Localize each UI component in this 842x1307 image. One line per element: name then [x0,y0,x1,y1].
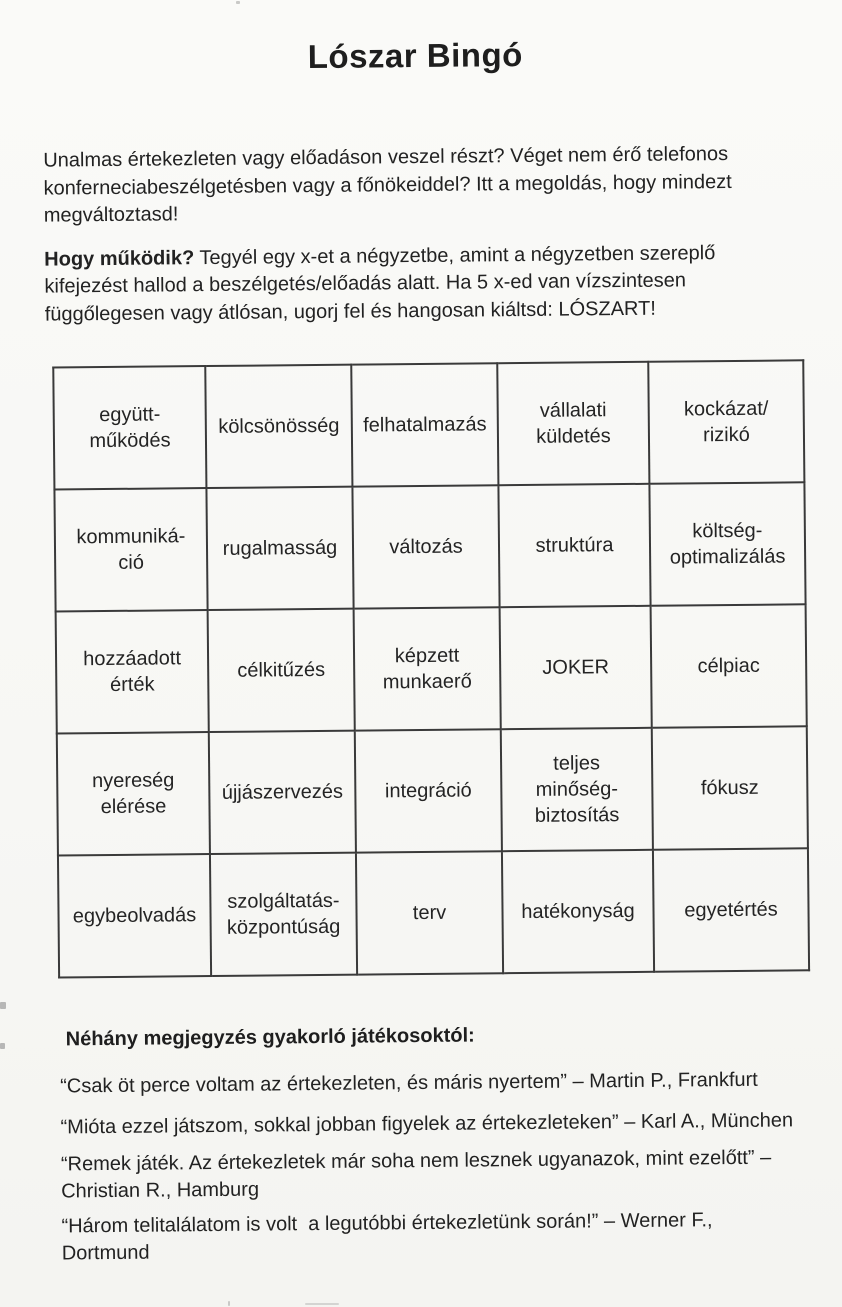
bingo-cell: újjászervezés [209,731,356,854]
bingo-cell: nyereség elérése [57,732,210,855]
page-title: Lószar Bingó [307,35,523,76]
instructions-label: Hogy működik? [44,246,195,271]
bingo-cell: felhatalmazás [351,363,498,486]
bingo-cell: együtt- működés [53,366,206,489]
bingo-cell: kockázat/ rizikó [648,360,804,483]
bingo-cell: struktúra [498,484,650,607]
scan-artifact [236,1,240,4]
scan-artifact [305,1303,339,1305]
scan-artifact [0,1043,5,1049]
instructions-paragraph [44,239,795,329]
bingo-cell: kölcsönösség [205,365,352,488]
testimonial-quote: “Három telitalálatom is volt a legutóbbi értekezletünk során!” – Werner F., Dortmund [61,1209,719,1265]
scan-artifact [0,1002,6,1009]
bingo-cell: fókusz [652,726,808,849]
bingo-cell: teljes minőség- biztosítás [501,728,653,851]
bingo-cell: vállalati küldetés [497,362,649,485]
bingo-cell: célkitűzés [208,609,355,732]
instructions-text: Tegyél egy x-et a négyzetbe, amint a négyzetben szereplő kifejezést hallod a beszélgetés/előadás alatt. Ha 5 x-ed van vízszintesen függőlegesen vagy átlósan, ugorj fel és hangosan kiáltsd: LÓSZART! [44,241,716,326]
bingo-cell: célpiac [651,604,807,727]
intro-paragraph: Unalmas értekezleten vagy előadáson veszel részt? Véget nem érő telefonos konferneciabeszélgetésben vagy a főnökeiddel? Itt a megoldás, hogy mindezt megváltoztasd! [43,143,732,227]
bingo-table [52,359,810,978]
testimonial-quote: “Remek játék. Az értekezletek már soha nem lesznek ugyanazok, mint ezelőtt” – Christian R., Hamburg [60,1146,777,1203]
testimonial-quote: “Mióta ezzel játszom, sokkal jobban figyelek az értekezleteken” – Karl A., München [60,1109,794,1139]
bingo-row [58,848,809,977]
bingo-cell: változás [352,485,499,608]
bingo-row [56,604,807,733]
bingo-cell-joker: JOKER [500,606,652,729]
bingo-row [54,482,805,611]
bingo-cell: kommuniká- ció [54,488,207,611]
bingo-cell: rugalmasság [206,487,353,610]
scan-artifact [228,1301,230,1306]
testimonial-quote: “Csak öt perce voltam az értekezleten, és máris nyertem” – Martin P., Frankfurt [60,1068,758,1098]
bingo-cell: képzett munkaerő [354,607,501,730]
bingo-cell: egyetértés [653,848,809,971]
bingo-row [53,360,804,489]
bingo-cell: integráció [355,729,502,852]
bingo-cell: terv [356,851,503,974]
bingo-row [57,726,808,855]
testimonials-heading: Néhány megjegyzés gyakorló játékosoktól: [65,1024,475,1051]
bingo-cell: szolgáltatás- központúság [210,853,357,976]
bingo-cell: hozzáadott érték [56,610,209,733]
bingo-cell: hatékonyság [502,850,654,973]
bingo-cell: egybeolvadás [58,854,211,977]
bingo-cell: költség- optimalizálás [649,482,805,605]
